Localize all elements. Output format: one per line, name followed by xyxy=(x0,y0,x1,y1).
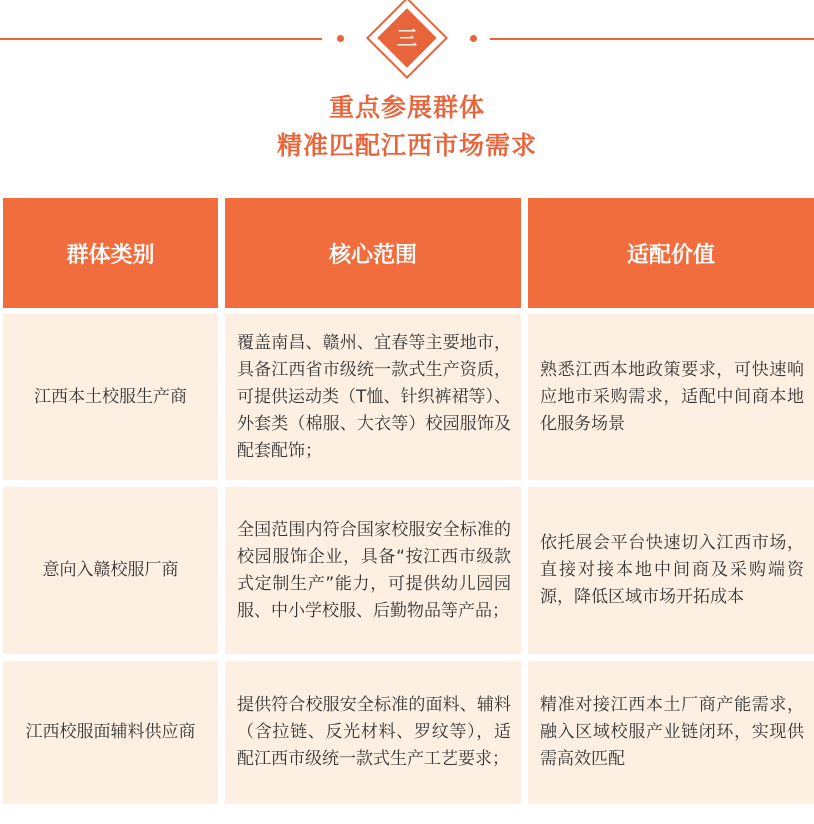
row-category-text: 意向入赣校服厂商 xyxy=(42,560,179,580)
table-row xyxy=(0,661,814,804)
divider-dot-left xyxy=(337,35,344,42)
table-row xyxy=(0,487,814,654)
row-category xyxy=(3,661,218,804)
section-number: 三 xyxy=(397,26,417,50)
row-value xyxy=(528,661,814,804)
row-scope xyxy=(225,487,521,654)
row-category xyxy=(3,487,218,654)
header-category: 群体类别 xyxy=(3,198,218,308)
row-value xyxy=(528,314,814,480)
table-header-row xyxy=(0,198,814,308)
divider-line-right xyxy=(490,38,814,40)
row-scope xyxy=(225,314,521,480)
page-title-line-2: 精准匹配江西市场需求 xyxy=(276,131,537,160)
divider-line-left xyxy=(0,38,322,40)
row-category-text: 江西本土校服生产商 xyxy=(34,386,187,407)
header-value: 适配价值 xyxy=(528,198,814,308)
row-scope-text: 提供符合校服安全标准的面料、辅料（含拉链、反光材料、罗纹等），适配江西市级统一款式生产工艺要求； xyxy=(237,695,511,769)
row-value-text: 依托展会平台快速切入江西市场，直接对接本地中间商及采购端资源，降低区域市场开拓成本 xyxy=(540,533,804,607)
header-scope: 核心范围 xyxy=(225,198,521,308)
row-scope xyxy=(225,661,521,804)
row-category-text: 江西校服面辅料供应商 xyxy=(25,722,196,742)
row-scope-text: 全国范围内符合国家校服安全标准的校园服饰企业，具备“按江西市级款式定制生产”能力，可提供幼儿园园服、中小学校服、后勤物品等产品； xyxy=(237,519,511,621)
row-value xyxy=(528,487,814,654)
page-title-line-1: 重点参展群体 xyxy=(328,93,485,122)
section-divider xyxy=(0,0,814,80)
row-value-text: 熟悉江西本地政策要求，可快速响应地市采购需求，适配中间商本地化服务场景 xyxy=(540,359,804,434)
divider-dot-right xyxy=(470,35,477,42)
table-row xyxy=(0,314,814,480)
row-category xyxy=(3,314,218,480)
row-scope-text: 覆盖南昌、赣州、宜春等主要地市，具备江西省市级统一款式生产资质，可提供运动类（T恤、针织裤裙等）、外套类（棉服、大衣等）校园服饰及配套配饰； xyxy=(237,332,511,461)
row-value-text: 精准对接江西本土厂商产能需求，融入区域校服产业链闭环，实现供需高效匹配 xyxy=(540,695,804,769)
